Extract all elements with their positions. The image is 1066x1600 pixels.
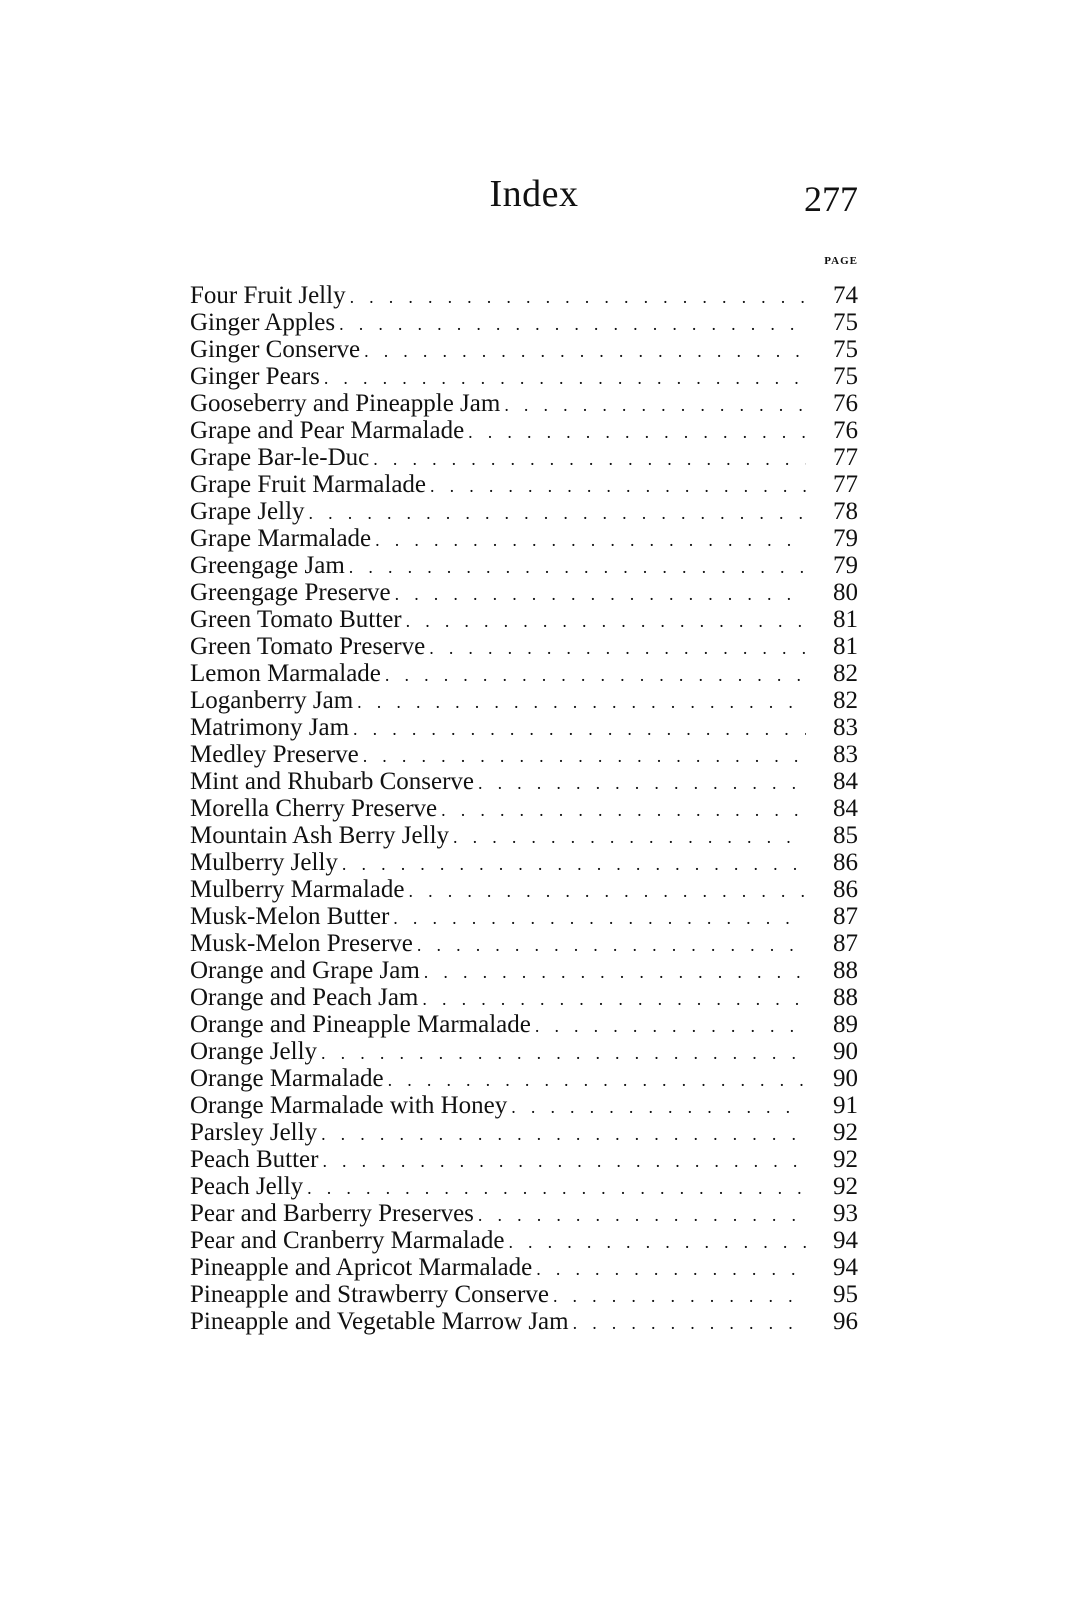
index-entry xyxy=(190,1011,858,1038)
entry-page-number: 95 xyxy=(833,1281,858,1308)
entry-title: Green Tomato Preserve xyxy=(190,633,426,660)
entry-title: Grape Marmalade xyxy=(190,525,372,552)
index-entry xyxy=(190,876,858,903)
entry-page-number: 93 xyxy=(833,1200,858,1227)
entry-page-number: 86 xyxy=(833,849,858,876)
index-entry xyxy=(190,525,858,552)
dot-leader xyxy=(369,446,806,473)
entry-title: Gooseberry and Pineapple Jam xyxy=(190,390,501,417)
entry-page-number: 76 xyxy=(833,390,858,417)
dot-leader xyxy=(349,716,806,743)
entry-page-number: 84 xyxy=(833,795,858,822)
entry-title: Grape Jelly xyxy=(190,498,305,525)
entry-title: Pear and Cranberry Marmalade xyxy=(190,1227,505,1254)
entry-page-number: 83 xyxy=(833,714,858,741)
entry-title: Mulberry Jelly xyxy=(190,849,338,876)
entry-page-number: 79 xyxy=(833,525,858,552)
dot-leader xyxy=(413,932,806,959)
entry-page-number: 77 xyxy=(833,471,858,498)
index-entry xyxy=(190,390,858,417)
index-entry xyxy=(190,930,858,957)
entry-title: Peach Jelly xyxy=(190,1173,304,1200)
dot-leader xyxy=(346,284,806,311)
dot-leader xyxy=(426,473,806,500)
dot-leader xyxy=(549,1283,806,1310)
entry-title: Parsley Jelly xyxy=(190,1119,318,1146)
entry-title: Four Fruit Jelly xyxy=(190,282,346,309)
entry-title: Grape and Pear Marmalade xyxy=(190,417,465,444)
entry-title: Pineapple and Apricot Marmalade xyxy=(190,1254,533,1281)
entry-page-number: 86 xyxy=(833,876,858,903)
index-entry xyxy=(190,984,858,1011)
entry-title: Pear and Barberry Preserves xyxy=(190,1200,474,1227)
entry-page-number: 77 xyxy=(833,444,858,471)
dot-leader xyxy=(531,1013,806,1040)
entry-page-number: 94 xyxy=(833,1227,858,1254)
index-entry xyxy=(190,309,858,336)
entry-page-number: 85 xyxy=(833,822,858,849)
entry-page-number: 75 xyxy=(833,336,858,363)
index-entry xyxy=(190,795,858,822)
entry-page-number: 87 xyxy=(833,903,858,930)
index-entry xyxy=(190,606,858,633)
index-entry xyxy=(190,363,858,390)
entry-title: Grape Bar-le-Duc xyxy=(190,444,370,471)
index-entry xyxy=(190,1038,858,1065)
index-entry xyxy=(190,498,858,525)
index-entry xyxy=(190,660,858,687)
entry-page-number: 90 xyxy=(833,1038,858,1065)
dot-leader xyxy=(335,311,806,338)
entry-title: Ginger Conserve xyxy=(190,336,361,363)
entry-title: Musk-Melon Butter xyxy=(190,903,390,930)
index-entry xyxy=(190,714,858,741)
index-entry xyxy=(190,282,858,309)
dot-leader xyxy=(391,581,806,608)
dot-leader xyxy=(338,851,806,878)
index-entry xyxy=(190,633,858,660)
index-entry xyxy=(190,1227,858,1254)
dot-leader xyxy=(317,1040,806,1067)
entry-page-number: 89 xyxy=(833,1011,858,1038)
index-entry xyxy=(190,1146,858,1173)
entry-page-number: 88 xyxy=(833,957,858,984)
dot-leader xyxy=(569,1310,806,1337)
entry-title: Musk-Melon Preserve xyxy=(190,930,413,957)
entry-title: Orange Marmalade xyxy=(190,1065,384,1092)
entry-title: Ginger Apples xyxy=(190,309,336,336)
entry-page-number: 94 xyxy=(833,1254,858,1281)
page-column-label: PAGE xyxy=(824,255,858,267)
entry-title: Greengage Preserve xyxy=(190,579,391,606)
dot-leader xyxy=(320,365,806,392)
entry-title: Morella Cherry Preserve xyxy=(190,795,438,822)
entry-title: Matrimony Jam xyxy=(190,714,350,741)
entry-title: Mountain Ash Berry Jelly xyxy=(190,822,450,849)
dot-leader xyxy=(381,662,806,689)
dot-leader xyxy=(353,689,806,716)
entry-title: Orange and Grape Jam xyxy=(190,957,420,984)
entry-page-number: 92 xyxy=(833,1146,858,1173)
dot-leader xyxy=(425,635,806,662)
entry-page-number: 91 xyxy=(833,1092,858,1119)
entry-title: Medley Preserve xyxy=(190,741,359,768)
dot-leader xyxy=(318,1148,806,1175)
entry-page-number: 75 xyxy=(833,363,858,390)
index-entry xyxy=(190,903,858,930)
dot-leader xyxy=(532,1256,806,1283)
entry-page-number: 81 xyxy=(833,633,858,660)
dot-leader xyxy=(359,743,806,770)
entry-title: Orange and Pineapple Marmalade xyxy=(190,1011,531,1038)
entry-title: Lemon Marmalade xyxy=(190,660,381,687)
dot-leader xyxy=(504,1229,806,1256)
entry-page-number: 96 xyxy=(833,1308,858,1335)
entry-title: Green Tomato Butter xyxy=(190,606,402,633)
index-entry xyxy=(190,579,858,606)
dot-leader xyxy=(305,500,806,527)
entry-title: Pineapple and Strawberry Conserve xyxy=(190,1281,549,1308)
dot-leader xyxy=(360,338,806,365)
entry-page-number: 82 xyxy=(833,660,858,687)
entry-page-number: 76 xyxy=(833,417,858,444)
entry-page-number: 90 xyxy=(833,1065,858,1092)
dot-leader xyxy=(437,797,806,824)
entry-title: Mulberry Marmalade xyxy=(190,876,405,903)
entry-page-number: 88 xyxy=(833,984,858,1011)
dot-leader xyxy=(402,608,806,635)
dot-leader xyxy=(420,959,806,986)
entry-title: Pineapple and Vegetable Marrow Jam xyxy=(190,1308,569,1335)
index-entry xyxy=(190,1065,858,1092)
dot-leader xyxy=(317,1121,806,1148)
entry-title: Orange Marmalade with Honey xyxy=(190,1092,508,1119)
entry-title: Greengage Jam xyxy=(190,552,345,579)
entry-page-number: 87 xyxy=(833,930,858,957)
dot-leader xyxy=(474,1202,806,1229)
dot-leader xyxy=(418,986,806,1013)
index-entry xyxy=(190,552,858,579)
index-entry-list xyxy=(190,282,858,1335)
entry-title: Peach Butter xyxy=(190,1146,319,1173)
index-entry xyxy=(190,1281,858,1308)
entry-page-number: 75 xyxy=(833,309,858,336)
entry-page-number: 74 xyxy=(833,282,858,309)
index-entry xyxy=(190,1308,858,1335)
index-entry xyxy=(190,471,858,498)
index-entry xyxy=(190,336,858,363)
index-entry xyxy=(190,444,858,471)
index-entry xyxy=(190,1173,858,1200)
page-number: 277 xyxy=(804,179,858,219)
dot-leader xyxy=(405,878,806,905)
dot-leader xyxy=(507,1094,806,1121)
index-entry xyxy=(190,1119,858,1146)
index-entry xyxy=(190,822,858,849)
entry-page-number: 79 xyxy=(833,552,858,579)
dot-leader xyxy=(345,554,806,581)
dot-leader xyxy=(371,527,806,554)
entry-title: Orange and Peach Jam xyxy=(190,984,419,1011)
entry-title: Loganberry Jam xyxy=(190,687,354,714)
entry-page-number: 83 xyxy=(833,741,858,768)
entry-page-number: 82 xyxy=(833,687,858,714)
dot-leader xyxy=(474,770,806,797)
index-entry xyxy=(190,741,858,768)
entry-page-number: 80 xyxy=(833,579,858,606)
entry-page-number: 92 xyxy=(833,1173,858,1200)
dot-leader xyxy=(303,1175,806,1202)
dot-leader xyxy=(389,905,806,932)
index-entry xyxy=(190,849,858,876)
index-entry xyxy=(190,1092,858,1119)
dot-leader xyxy=(500,392,806,419)
page-header xyxy=(190,170,858,230)
dot-leader xyxy=(449,824,806,851)
index-entry xyxy=(190,1200,858,1227)
page-title: Index xyxy=(489,173,579,215)
dot-leader xyxy=(384,1067,806,1094)
index-entry xyxy=(190,417,858,444)
entry-title: Grape Fruit Marmalade xyxy=(190,471,427,498)
index-entry xyxy=(190,1254,858,1281)
index-entry xyxy=(190,768,858,795)
entry-page-number: 78 xyxy=(833,498,858,525)
entry-title: Orange Jelly xyxy=(190,1038,318,1065)
index-entry xyxy=(190,957,858,984)
index-entry xyxy=(190,687,858,714)
entry-page-number: 81 xyxy=(833,606,858,633)
entry-page-number: 84 xyxy=(833,768,858,795)
dot-leader xyxy=(464,419,806,446)
entry-title: Ginger Pears xyxy=(190,363,320,390)
entry-title: Mint and Rhubarb Conserve xyxy=(190,768,474,795)
entry-page-number: 92 xyxy=(833,1119,858,1146)
